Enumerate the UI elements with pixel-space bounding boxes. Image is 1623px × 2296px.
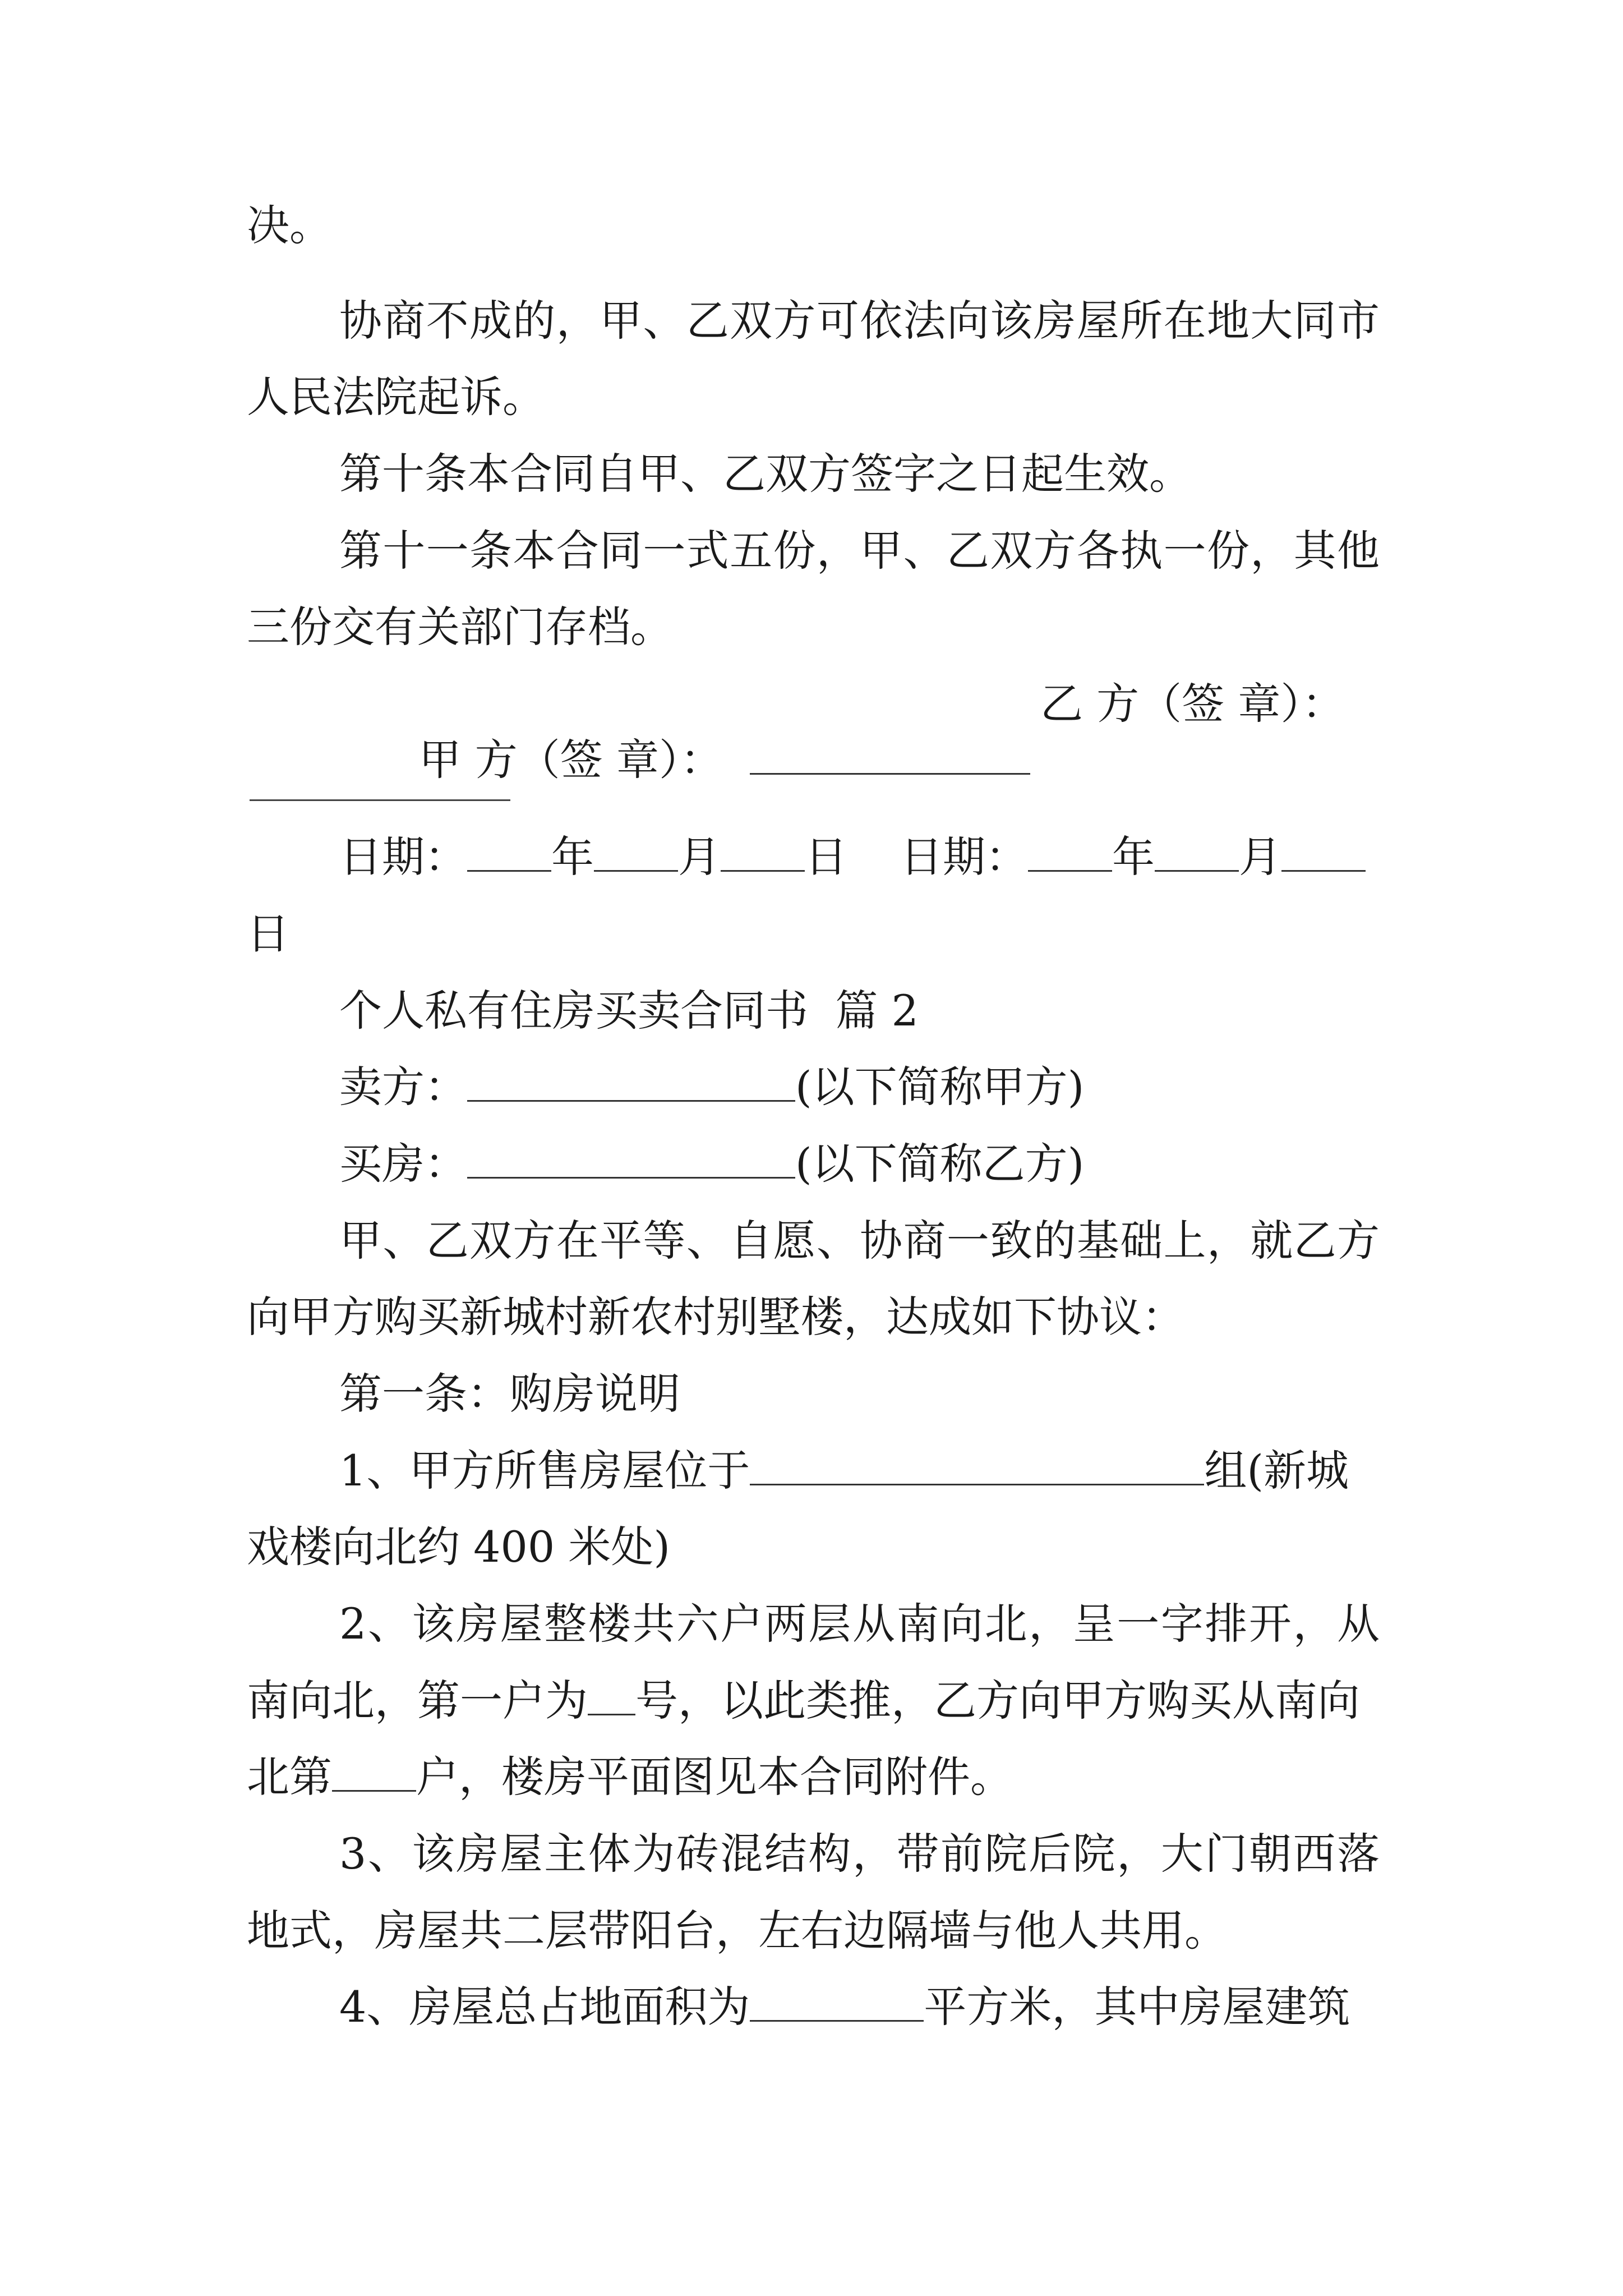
article-heading: 第一条：购房说明 <box>339 1369 680 1419</box>
text-line: 4、房屋总占地面积为 平方米，其中房屋建筑 <box>339 1982 1350 2032</box>
text-line: 北第 户，楼房平面图见本合同附件。 <box>247 1752 1013 1802</box>
signature-blank[interactable] <box>750 736 1030 775</box>
text-line: 南向北，第一户为 号，以此类推，乙方向甲方购买从南向 <box>247 1676 1360 1726</box>
section-title: 个人私有住房买卖合同书 篇 2 <box>339 986 919 1036</box>
number-blank[interactable] <box>588 1677 635 1715</box>
text-line: 2、该房屋整楼共六户两层从南向北，呈一字排开，从 <box>339 1599 1380 1649</box>
buyer-line: 买房： (以下简称乙方) <box>339 1139 1085 1189</box>
month-blank[interactable] <box>1155 833 1239 872</box>
location-blank[interactable] <box>750 1447 1204 1485</box>
date-line: 日期： 年 月 <box>900 829 1366 885</box>
day-blank[interactable] <box>1281 833 1366 872</box>
text-line: 向甲方购买新城村新农村别墅楼，达成如下协议： <box>247 1292 1184 1342</box>
text-line: 戏楼向北约 400 米处) <box>247 1522 671 1572</box>
text-line: 3、该房屋主体为砖混结构，带前院后院，大门朝西落 <box>339 1829 1380 1879</box>
buyer-blank[interactable] <box>467 1140 795 1179</box>
text-line: 地式，房屋共二层带阳台，左右边隔墙与他人共用。 <box>247 1906 1227 1955</box>
seller-line: 卖方： (以下简称甲方) <box>339 1062 1085 1112</box>
day-blank[interactable] <box>721 833 805 872</box>
year-blank[interactable] <box>1028 833 1112 872</box>
month-blank[interactable] <box>594 833 678 872</box>
party-a-signature-label: 甲 方（签 章）： <box>365 676 1030 844</box>
text-line: 日 <box>247 909 289 959</box>
text-line: 甲、乙双方在平等、自愿、协商一致的基础上，就乙方 <box>339 1216 1380 1266</box>
text-line: 人民法院起诉。 <box>247 372 545 422</box>
party-b-signature-label: 乙 方（签 章）： <box>1040 679 1345 729</box>
text-line: 三份交有关部门存档。 <box>247 602 673 652</box>
text-line: 第十一条本合同一式五份，甲、乙双方各执一份，其他 <box>339 526 1380 576</box>
signature-blank-wrap[interactable] <box>250 799 510 801</box>
text-line: 决。 <box>247 200 332 250</box>
text-line: 协商不成的，甲、乙双方可依法向该房屋所在地大同市 <box>339 296 1380 346</box>
seller-blank[interactable] <box>467 1063 795 1102</box>
year-blank[interactable] <box>467 833 551 872</box>
text-line: 1、甲方所售房屋位于 组(新城 <box>339 1446 1349 1496</box>
text-line: 第十条本合同自甲、乙双方签字之日起生效。 <box>339 449 1192 499</box>
unit-blank[interactable] <box>332 1753 416 1792</box>
date-line: 日期： 年 月 日 <box>339 832 847 882</box>
area-blank[interactable] <box>750 1983 924 2022</box>
